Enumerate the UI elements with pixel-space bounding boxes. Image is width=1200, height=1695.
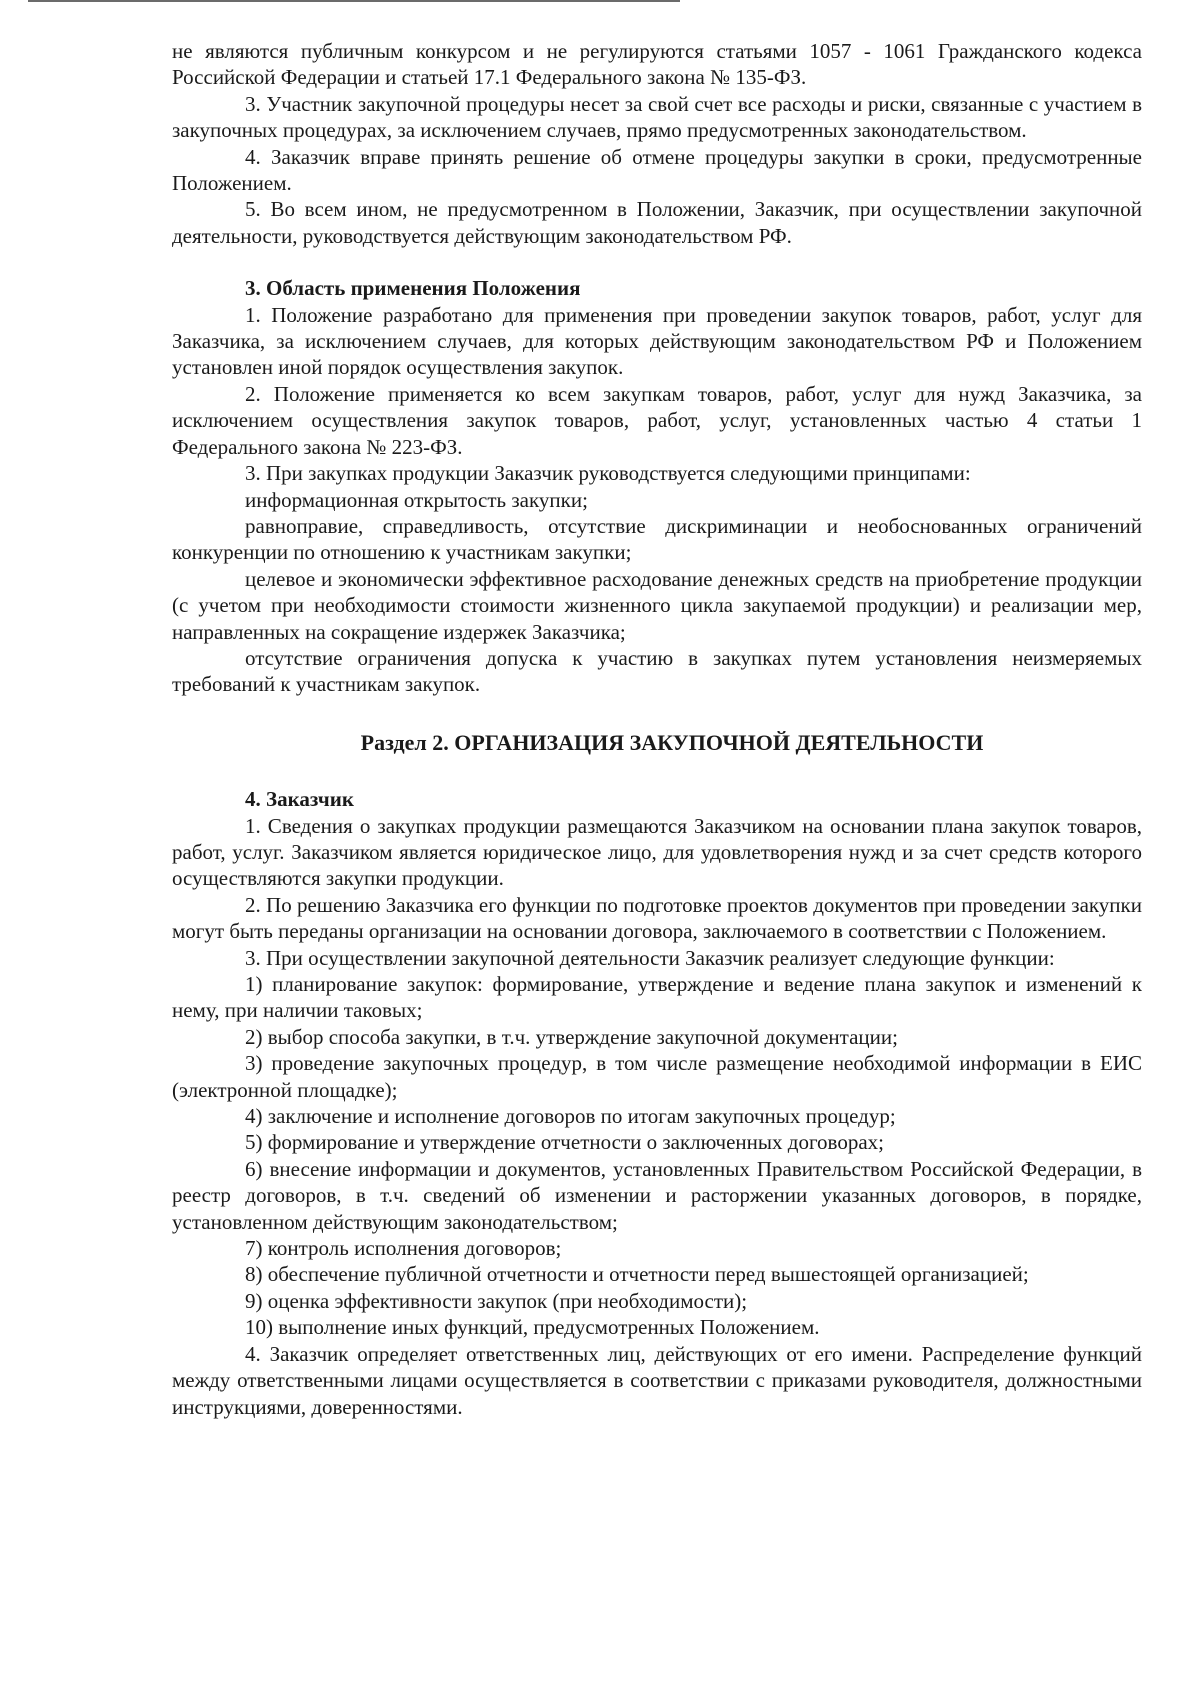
function-item: 5) формирование и утверждение отчетности о заключенных договорах; [245, 1130, 884, 1155]
spacer [172, 249, 1142, 275]
paragraph-2-5: 5. Во всем ином, не предусмотренном в Положении, Заказчик, при осуществлении закупочной деятельности, руководствуется действующим законодательством РФ. [172, 197, 1142, 248]
paragraph-3-3: 3. При закупках продукции Заказчик руководствуется следующими принципами: [245, 461, 971, 486]
spacer [172, 698, 1142, 730]
function-item: 6) внесение информации и документов, установленных Правительством Российской Федерации, в реестр договоров, в т.ч. сведений об изменении и расторжении указанных договоров, в порядке, установленном действующим законодательством; [172, 1156, 1142, 1234]
function-item: 10) выполнение иных функций, предусмотренных Положением. [245, 1315, 820, 1340]
function-item: 3) проведение закупочных процедур, в том числе размещение необходимой информации в ЕИС (электронной площадке); [172, 1051, 1142, 1102]
function-item: 8) обеспечение публичной отчетности и отчетности перед вышестоящей организацией; [245, 1262, 1029, 1287]
paragraph-3-1: 1. Положение разработано для применения при проведении закупок товаров, работ, услуг для Заказчика, за исключением случаев, для которых действующим законодательством РФ и Положением установлен иной порядок осуществления закупок. [172, 302, 1142, 380]
function-item: 1) планирование закупок: формирование, утверждение и ведение плана закупок и изменений к нему, при наличии таковых; [172, 972, 1142, 1023]
section-4-heading: 4. Заказчик [245, 787, 354, 812]
section-3-heading: 3. Область применения Положения [245, 276, 581, 301]
paragraph-4-2: 2. По решению Заказчика его функции по подготовке проектов документов при проведении закупки могут быть переданы организации на основании договора, заключаемого в соответствии с Положением. [172, 892, 1142, 944]
principle-item: целевое и экономически эффективное расходование денежных средств на приобретение продукции (с учетом при необходимости стоимости жизненного цикла закупаемой продукции) и реализации мер, направленных на сокращение издержек Заказчика; [172, 566, 1142, 644]
paragraph-4-1: 1. Сведения о закупках продукции размещаются Заказчиком на основании плана закупок товаров, работ, услуг. Заказчиком является юридическое лицо, для удовлетворения нужд и за счет средств которого осуществляются закупки продукции. [172, 813, 1142, 891]
part-2-heading: Раздел 2. ОРГАНИЗАЦИЯ ЗАКУПОЧНОЙ ДЕЯТЕЛЬНОСТИ [360, 729, 984, 755]
document-page [172, 38, 1142, 1420]
function-item: 4) заключение и исполнение договоров по итогам закупочных процедур; [245, 1104, 896, 1129]
paragraph-4-3: 3. При осуществлении закупочной деятельности Заказчик реализует следующие функции: [245, 945, 1055, 970]
function-item: 2) выбор способа закупки, в т.ч. утверждение закупочной документации; [245, 1024, 898, 1049]
paragraph-2-3: 3. Участник закупочной процедуры несет за свой счет все расходы и риски, связанные с участием в закупочных процедурах, за исключением случаев, прямо предусмотренных законодательством. [172, 91, 1142, 143]
principle-item: отсутствие ограничения допуска к участию в закупках путем установления неизмеряемых требований к участникам закупок. [172, 645, 1142, 697]
function-item: 9) оценка эффективности закупок (при необходимости); [245, 1288, 748, 1313]
function-item: 7) контроль исполнения договоров; [245, 1236, 562, 1261]
paragraph-4-4: 4. Заказчик определяет ответственных лиц, действующих от его имени. Распределение функций между ответственными лицами осуществляется в соответствии с приказами руководителя, должностными инструкциями, доверенностями. [172, 1341, 1142, 1419]
principle-item: информационная открытость закупки; [245, 487, 588, 512]
spacer [172, 756, 1142, 786]
top-border-line [28, 0, 680, 2]
principle-item: равноправие, справедливость, отсутствие дискриминации и необоснованных ограничений конкуренции по отношению к участникам закупки; [172, 513, 1142, 565]
paragraph-2-4: 4. Заказчик вправе принять решение об отмене процедуры закупки в сроки, предусмотренные Положением. [172, 144, 1142, 196]
paragraph-3-2: 2. Положение применяется ко всем закупкам товаров, работ, услуг для нужд Заказчика, за исключением осуществления закупок товаров, работ, услуг, установленных частью 4 статьи 1 Федерального закона № 223-ФЗ. [172, 381, 1142, 459]
paragraph-continuation: не являются публичным конкурсом и не регулируются статьями 1057 - 1061 Гражданского кодекса Российской Федерации и статьей 17.1 Федерального закона № 135-ФЗ. [172, 39, 1142, 90]
